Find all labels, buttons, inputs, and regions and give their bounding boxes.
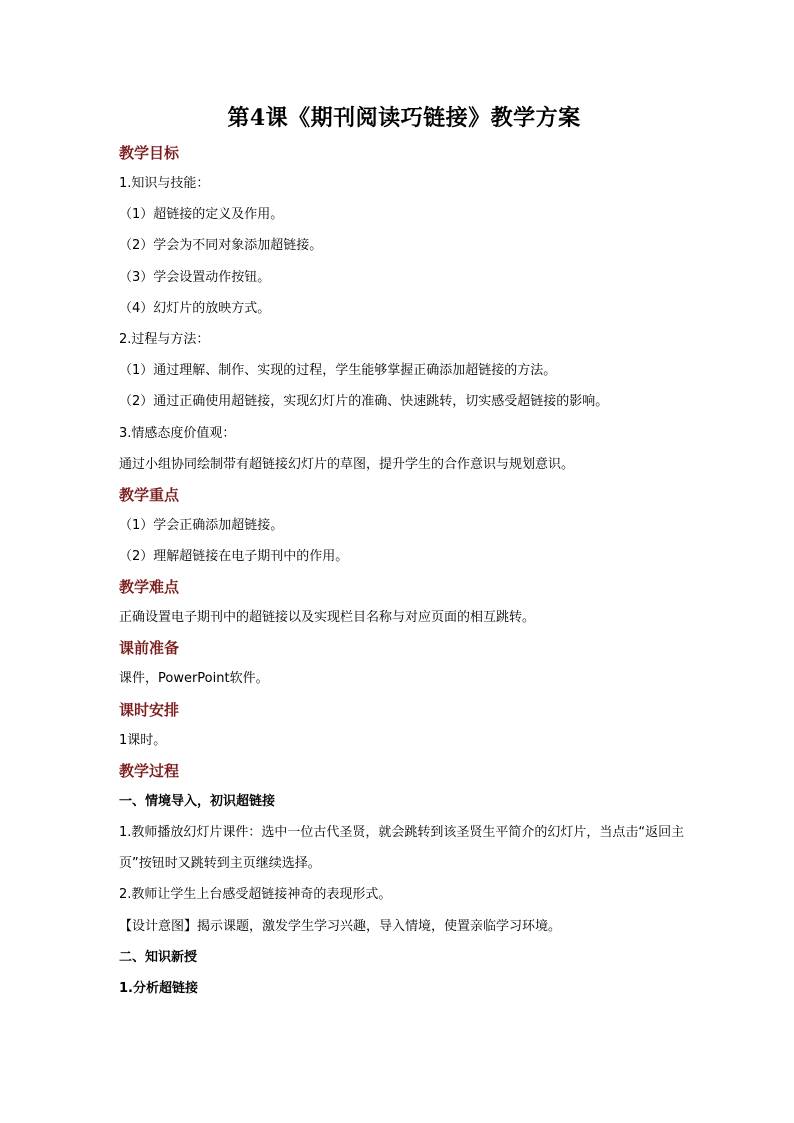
heading-process: 教学过程: [119, 761, 180, 780]
process-subsection-1-title: 1.分析超链接: [119, 980, 198, 996]
objective-knowledge-item-3: （3）学会设置动作按钮。: [119, 269, 271, 285]
heading-preparation: 课前准备: [119, 639, 180, 658]
process-design-intent: 【设计意图】揭示课题，激发学生学习兴趣，导入情境，使置亲临学习环境。: [119, 918, 562, 934]
key-point-item-2: （2）理解超链接在电子期刊中的作用。: [119, 549, 349, 565]
objective-process-title: 2.过程与方法：: [119, 331, 210, 347]
key-point-item-1: （1）学会正确添加超链接。: [119, 517, 284, 533]
process-step-2: 2.教师让学生上台感受超链接神奇的表现形式。: [119, 887, 392, 903]
objective-process-item-2: （2）通过正确使用超链接，实现幻灯片的准确、快速跳转，切实感受超链接的影响。: [119, 394, 609, 410]
process-step-1: 1.教师播放幻灯片课件：选中一位古代圣贤，就会跳转到该圣贤生平简介的幻灯片，当点击“返回主页”按钮时又跳转到主页继续选择。: [119, 825, 685, 872]
objective-knowledge-item-2: （2）学会为不同对象添加超链接。: [119, 238, 323, 254]
heading-difficulties: 教学难点: [119, 578, 180, 597]
preparation-item-1: 课件，PowerPoint软件。: [119, 671, 269, 687]
heading-schedule: 课时安排: [119, 700, 180, 719]
document-title: 第4课《期刊阅读巧链接》教学方案: [227, 105, 581, 131]
objective-process-item-1: （1）通过理解、制作、实现的过程，学生能够掌握正确添加超链接的方法。: [119, 363, 557, 379]
heading-key-points: 教学重点: [119, 485, 180, 504]
heading-objectives: 教学目标: [119, 144, 180, 162]
objective-emotion-title: 3.情感态度价值观：: [119, 425, 236, 441]
document-content: [119, 100, 689, 1004]
objective-knowledge-item-1: （1）超链接的定义及作用。: [119, 207, 284, 223]
difficulty-item-1: 正确设置电子期刊中的超链接以及实现栏目名称与对应页面的相互跳转。: [119, 610, 536, 626]
objective-knowledge-title: 1.知识与技能：: [119, 176, 210, 191]
objective-emotion-item-1: 通过小组协同绘制带有超链接幻灯片的草图，提升学生的合作意识与规划意识。: [119, 456, 575, 472]
process-part-1-title: 一、情境导入，初识超链接: [119, 793, 276, 809]
process-part-2-title: 二、知识新授: [119, 949, 198, 965]
objective-knowledge-item-4: （4）幻灯片的放映方式。: [119, 300, 271, 316]
schedule-item-1: 1课时。: [119, 732, 167, 748]
